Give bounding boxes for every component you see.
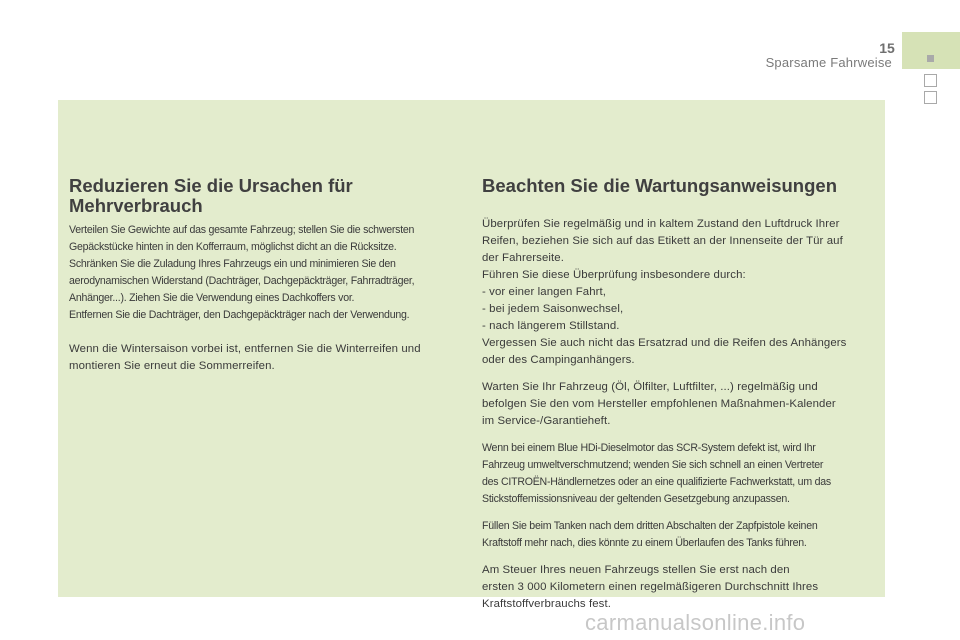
- corner-tab: [902, 32, 960, 69]
- left-paragraph-winter-tyres: Wenn die Wintersaison vorbei ist, entfernen Sie die Winterreifen und montieren Sie erneut die Sommerreifen.: [69, 343, 421, 372]
- right-paragraph-new-vehicle: Am Steuer Ihres neuen Fahrzeugs stellen Sie erst nach den ersten 3 000 Kilometern einen regelmäßigeren Durchschnitt Ihres Kraftstoffverbrauchs fest.: [482, 564, 819, 610]
- page-number: 15: [879, 40, 895, 56]
- left-paragraph-weight: Verteilen Sie Gewichte auf das gesamte Fahrzeug; stellen Sie die schwersten Gepäckstücke hinten in den Kofferraum, möglichst dicht an die Rücksitze. Schränken Sie die Zuladung Ihres Fahrzeugs ein und minimieren Sie den aerodynamischen Widerstand (Dachträger, Dachgepäckträger, Fahrradträger, Anhänger...). Ziehen Sie die Verwendung eines Dachkoffers vor. Entfernen Sie die Dachträger, den Dachgepäckträger nach der Verwendung.: [69, 224, 415, 321]
- right-paragraph-tyre-pressure: Überprüfen Sie regelmäßig und in kaltem Zustand den Luftdruck Ihrer Reifen, beziehen Sie sich auf das Etikett an der Innenseite der Tür auf der Fahrerseite. Führen Sie diese Überprüfung insbesondere durch: - vor einer langen Fahrt, - bei jedem Saisonwechsel, - nach längerem Stillstand. Vergessen Sie auch nicht das Ersatzrad und die Reifen des Anhängers oder des Campinganhängers.: [482, 218, 847, 366]
- left-column: [69, 176, 464, 375]
- watermark: carmanualsonline.info: [585, 610, 806, 635]
- section-title: Sparsame Fahrweise: [765, 55, 892, 70]
- nav-square-outline-icon: [924, 74, 937, 87]
- right-heading: Beachten Sie die Wartungsanweisungen: [482, 175, 837, 196]
- right-column: [482, 176, 877, 613]
- right-paragraph-service: Warten Sie Ihr Fahrzeug (Öl, Ölfilter, Luftfilter, ...) regelmäßig und befolgen Sie den vom Hersteller empfohlenen Maßnahmen-Kalender im Service-/Garantieheft.: [482, 381, 836, 427]
- right-paragraph-refuel: Füllen Sie beim Tanken nach dem dritten Abschalten der Zapfpistole keinen Kraftstoff mehr nach, dies könnte zu einem Überlaufen des Tanks führen.: [482, 520, 818, 549]
- right-paragraph-scr-system: Wenn bei einem Blue HDi-Dieselmotor das SCR-System defekt ist, wird Ihr Fahrzeug umweltverschmutzend; wenden Sie sich schnell an einen Vertreter des CITROËN-Händlernetzes oder an eine qualifizierte Fachwerkstatt, um das Stickstoffemissionsniveau der geltenden Gesetzgebung anzupassen.: [482, 442, 831, 505]
- nav-square-filled-icon: [927, 55, 934, 62]
- nav-square-outline-icon: [924, 91, 937, 104]
- left-heading: Reduzieren Sie die Ursachen für Mehrverbrauch: [69, 175, 353, 216]
